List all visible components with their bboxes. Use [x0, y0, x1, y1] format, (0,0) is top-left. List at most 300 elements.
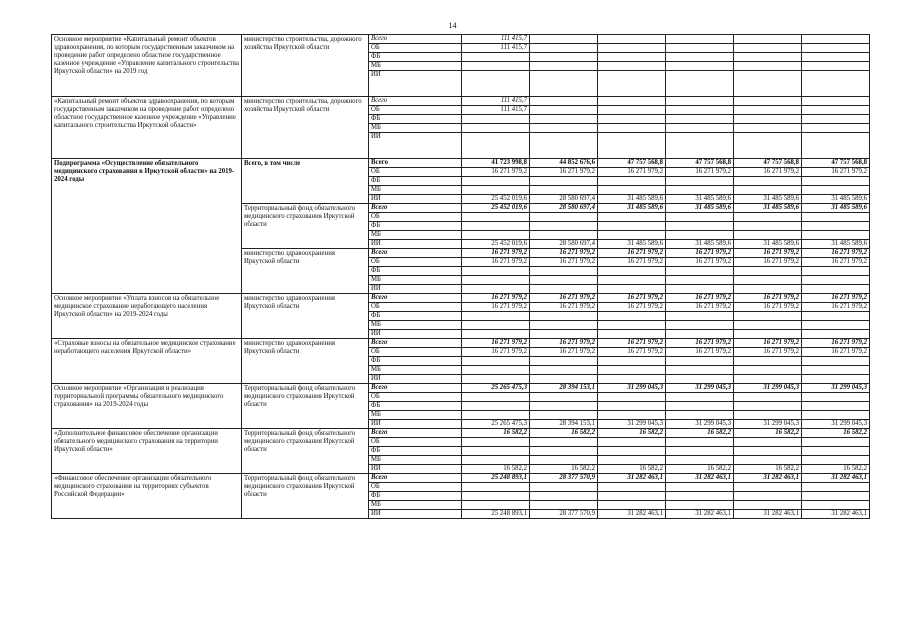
- amount-cell: [462, 456, 530, 465]
- amount-cell: [598, 501, 666, 510]
- amount-cell: 16 271 979,2: [462, 168, 530, 177]
- amount-cell: 28 394 153,1: [530, 420, 598, 429]
- amount-cell: [666, 115, 734, 124]
- amount-cell: 16 271 979,2: [530, 249, 598, 258]
- table-row: [52, 159, 870, 168]
- amount-cell: [734, 492, 802, 501]
- amount-cell: 25 265 475,3: [462, 384, 530, 393]
- amount-cell: 16 271 979,2: [802, 303, 870, 312]
- amount-cell: [598, 177, 666, 186]
- table-row: [52, 97, 870, 106]
- funding-source-cell: ИИ: [369, 330, 462, 339]
- amount-cell: [734, 483, 802, 492]
- amount-cell: [666, 456, 734, 465]
- amount-cell: [598, 106, 666, 115]
- amount-cell: [734, 402, 802, 411]
- amount-cell: [734, 133, 802, 159]
- funding-source-cell: ОБ: [369, 483, 462, 492]
- amount-cell: 16 271 979,2: [598, 258, 666, 267]
- amount-cell: [462, 71, 530, 97]
- amount-cell: [530, 231, 598, 240]
- amount-cell: [598, 456, 666, 465]
- amount-cell: 16 582,2: [530, 429, 598, 438]
- amount-cell: [666, 393, 734, 402]
- amount-cell: 31 485 589,6: [598, 240, 666, 249]
- amount-cell: [666, 438, 734, 447]
- amount-cell: [598, 62, 666, 71]
- amount-cell: 31 485 589,6: [666, 204, 734, 213]
- amount-cell: [598, 312, 666, 321]
- amount-cell: [734, 106, 802, 115]
- amount-cell: [462, 357, 530, 366]
- amount-cell: [666, 222, 734, 231]
- amount-cell: [802, 321, 870, 330]
- funding-source-cell: ИИ: [369, 133, 462, 159]
- funding-source-cell: ИИ: [369, 375, 462, 384]
- amount-cell: [734, 115, 802, 124]
- amount-cell: 31 299 045,3: [734, 420, 802, 429]
- amount-cell: 28 580 697,4: [530, 204, 598, 213]
- amount-cell: [530, 106, 598, 115]
- amount-cell: 31 485 589,6: [598, 204, 666, 213]
- amount-cell: [666, 411, 734, 420]
- amount-cell: [530, 438, 598, 447]
- funding-source-cell: Всего: [369, 97, 462, 106]
- amount-cell: [462, 186, 530, 195]
- amount-cell: [802, 393, 870, 402]
- amount-cell: 31 299 045,3: [802, 420, 870, 429]
- amount-cell: 25 452 019,6: [462, 204, 530, 213]
- amount-cell: [734, 222, 802, 231]
- amount-cell: [530, 186, 598, 195]
- amount-cell: 28 377 570,9: [530, 510, 598, 519]
- amount-cell: 31 282 463,1: [734, 510, 802, 519]
- amount-cell: [598, 35, 666, 44]
- amount-cell: 16 271 979,2: [666, 303, 734, 312]
- funding-source-cell: МБ: [369, 501, 462, 510]
- amount-cell: [802, 124, 870, 133]
- amount-cell: [530, 44, 598, 53]
- amount-cell: [666, 124, 734, 133]
- amount-cell: 28 377 570,9: [530, 474, 598, 483]
- amount-cell: 25 248 893,1: [462, 474, 530, 483]
- amount-cell: [666, 483, 734, 492]
- amount-cell: [530, 177, 598, 186]
- activity-name-cell: Основное мероприятие «Уплата взносов на обязательное медицинское страхование неработающего населения Иркутской области» на 2019-2024 годы: [52, 294, 242, 339]
- amount-cell: [462, 393, 530, 402]
- amount-cell: [530, 483, 598, 492]
- executor-cell: Территориальный фонд обязательного медицинского страхования Иркутской области: [242, 474, 369, 519]
- amount-cell: [734, 62, 802, 71]
- amount-cell: [666, 276, 734, 285]
- funding-source-cell: ФБ: [369, 492, 462, 501]
- executor-cell: Всего, в том числе: [242, 159, 369, 204]
- amount-cell: [666, 71, 734, 97]
- amount-cell: [530, 97, 598, 106]
- amount-cell: [598, 222, 666, 231]
- funding-source-cell: ОБ: [369, 168, 462, 177]
- amount-cell: [734, 267, 802, 276]
- amount-cell: [462, 411, 530, 420]
- amount-cell: [598, 330, 666, 339]
- funding-source-cell: ИИ: [369, 240, 462, 249]
- budget-table: [51, 34, 870, 519]
- amount-cell: [598, 321, 666, 330]
- executor-cell: министерство здравоохранения Иркутской области: [242, 294, 369, 339]
- amount-cell: 31 282 463,1: [598, 510, 666, 519]
- amount-cell: [802, 53, 870, 62]
- funding-source-cell: МБ: [369, 62, 462, 71]
- amount-cell: 16 271 979,2: [802, 258, 870, 267]
- amount-cell: [666, 231, 734, 240]
- amount-cell: [530, 71, 598, 97]
- amount-cell: [734, 276, 802, 285]
- amount-cell: 47 757 568,8: [598, 159, 666, 168]
- funding-source-cell: ИИ: [369, 71, 462, 97]
- funding-source-cell: ФБ: [369, 115, 462, 124]
- amount-cell: [598, 71, 666, 97]
- funding-source-cell: ОБ: [369, 438, 462, 447]
- amount-cell: 111 415,7: [462, 106, 530, 115]
- amount-cell: [530, 115, 598, 124]
- amount-cell: 16 582,2: [802, 429, 870, 438]
- funding-source-cell: ОБ: [369, 393, 462, 402]
- amount-cell: [462, 501, 530, 510]
- amount-cell: [802, 231, 870, 240]
- activity-name-cell: «Страховые взносы на обязательное медицинское страхование неработающего населения Иркутской области»: [52, 339, 242, 384]
- amount-cell: [734, 213, 802, 222]
- amount-cell: [666, 312, 734, 321]
- amount-cell: [734, 71, 802, 97]
- amount-cell: [598, 186, 666, 195]
- executor-cell: министерство здравоохранения Иркутской области: [242, 249, 369, 294]
- amount-cell: [530, 35, 598, 44]
- amount-cell: [462, 276, 530, 285]
- amount-cell: [530, 276, 598, 285]
- activity-name-cell: Основное мероприятие «Капитальный ремонт объектов здравоохранения, по которым государственным заказчиком на проведение работ определено областное государственное казенное учреждение «Управление капитального строительства Иркутской области» на 2019 год: [52, 35, 242, 97]
- amount-cell: [734, 53, 802, 62]
- amount-cell: [802, 177, 870, 186]
- amount-cell: [734, 438, 802, 447]
- amount-cell: 16 271 979,2: [598, 339, 666, 348]
- amount-cell: [462, 124, 530, 133]
- amount-cell: [802, 97, 870, 106]
- amount-cell: [802, 115, 870, 124]
- amount-cell: 16 271 979,2: [598, 348, 666, 357]
- amount-cell: 31 485 589,6: [734, 195, 802, 204]
- amount-cell: [530, 357, 598, 366]
- amount-cell: 31 282 463,1: [734, 474, 802, 483]
- amount-cell: [598, 411, 666, 420]
- executor-cell: министерство строительства, дорожного хозяйства Иркутской области: [242, 97, 369, 159]
- activity-name-cell: «Капитальный ремонт объектов здравоохранения, по которым государственным заказчиком на проведение работ определено областное государственное казенное учреждение «Управление капитального строительства Иркутской области»: [52, 97, 242, 159]
- amount-cell: 25 452 019,6: [462, 240, 530, 249]
- amount-cell: [666, 97, 734, 106]
- amount-cell: 16 271 979,2: [530, 339, 598, 348]
- funding-source-cell: ФБ: [369, 357, 462, 366]
- amount-cell: [666, 366, 734, 375]
- amount-cell: 16 271 979,2: [802, 339, 870, 348]
- amount-cell: 16 582,2: [734, 465, 802, 474]
- amount-cell: [598, 447, 666, 456]
- amount-cell: [802, 71, 870, 97]
- funding-source-cell: МБ: [369, 231, 462, 240]
- funding-source-cell: ФБ: [369, 177, 462, 186]
- amount-cell: [530, 267, 598, 276]
- amount-cell: [802, 312, 870, 321]
- amount-cell: [802, 366, 870, 375]
- amount-cell: 16 271 979,2: [530, 258, 598, 267]
- amount-cell: 16 271 979,2: [666, 348, 734, 357]
- amount-cell: 31 299 045,3: [598, 384, 666, 393]
- funding-source-cell: Всего: [369, 429, 462, 438]
- amount-cell: 31 485 589,6: [802, 195, 870, 204]
- funding-source-cell: Всего: [369, 384, 462, 393]
- amount-cell: 16 271 979,2: [734, 303, 802, 312]
- funding-source-cell: ОБ: [369, 44, 462, 53]
- amount-cell: 31 485 589,6: [734, 204, 802, 213]
- amount-cell: [802, 106, 870, 115]
- amount-cell: [734, 366, 802, 375]
- amount-cell: [598, 115, 666, 124]
- amount-cell: [462, 366, 530, 375]
- amount-cell: 31 282 463,1: [802, 510, 870, 519]
- amount-cell: [530, 366, 598, 375]
- amount-cell: [598, 124, 666, 133]
- amount-cell: [802, 501, 870, 510]
- amount-cell: [802, 285, 870, 294]
- funding-source-cell: МБ: [369, 276, 462, 285]
- amount-cell: [802, 186, 870, 195]
- amount-cell: [598, 483, 666, 492]
- activity-name-cell: «Дополнительное финансовое обеспечение организации обязательного медицинского страхования на территории Иркутской области»: [52, 429, 242, 474]
- amount-cell: 31 299 045,3: [734, 384, 802, 393]
- amount-cell: [666, 53, 734, 62]
- amount-cell: [734, 357, 802, 366]
- amount-cell: 25 452 019,6: [462, 195, 530, 204]
- amount-cell: [598, 357, 666, 366]
- amount-cell: [462, 402, 530, 411]
- amount-cell: [666, 106, 734, 115]
- amount-cell: [802, 35, 870, 44]
- amount-cell: [462, 312, 530, 321]
- funding-source-cell: ОБ: [369, 348, 462, 357]
- amount-cell: 31 299 045,3: [666, 384, 734, 393]
- amount-cell: [462, 213, 530, 222]
- amount-cell: 31 485 589,6: [802, 240, 870, 249]
- amount-cell: 25 248 893,1: [462, 510, 530, 519]
- amount-cell: [802, 492, 870, 501]
- amount-cell: [802, 330, 870, 339]
- amount-cell: 16 271 979,2: [666, 339, 734, 348]
- amount-cell: [802, 44, 870, 53]
- amount-cell: 25 265 475,3: [462, 420, 530, 429]
- amount-cell: [462, 133, 530, 159]
- amount-cell: 16 271 979,2: [666, 168, 734, 177]
- amount-cell: 31 485 589,6: [666, 240, 734, 249]
- amount-cell: [598, 438, 666, 447]
- amount-cell: [530, 62, 598, 71]
- amount-cell: 31 485 589,6: [666, 195, 734, 204]
- funding-source-cell: ОБ: [369, 258, 462, 267]
- funding-source-cell: МБ: [369, 186, 462, 195]
- amount-cell: 16 582,2: [598, 429, 666, 438]
- amount-cell: 47 757 568,8: [802, 159, 870, 168]
- amount-cell: 111 415,7: [462, 35, 530, 44]
- amount-cell: 16 582,2: [666, 429, 734, 438]
- funding-source-cell: МБ: [369, 411, 462, 420]
- funding-source-cell: ОБ: [369, 213, 462, 222]
- amount-cell: 31 485 589,6: [802, 204, 870, 213]
- amount-cell: [666, 501, 734, 510]
- amount-cell: 31 485 589,6: [734, 240, 802, 249]
- amount-cell: [530, 402, 598, 411]
- amount-cell: 47 757 568,8: [734, 159, 802, 168]
- funding-source-cell: ФБ: [369, 402, 462, 411]
- amount-cell: [666, 330, 734, 339]
- amount-cell: [666, 213, 734, 222]
- amount-cell: 47 757 568,8: [666, 159, 734, 168]
- amount-cell: [530, 492, 598, 501]
- funding-source-cell: ИИ: [369, 465, 462, 474]
- amount-cell: [598, 231, 666, 240]
- amount-cell: [530, 330, 598, 339]
- funding-source-cell: Всего: [369, 35, 462, 44]
- amount-cell: 16 582,2: [530, 465, 598, 474]
- amount-cell: 16 271 979,2: [530, 294, 598, 303]
- amount-cell: [666, 186, 734, 195]
- amount-cell: [734, 393, 802, 402]
- amount-cell: [666, 177, 734, 186]
- amount-cell: [734, 411, 802, 420]
- amount-cell: 16 582,2: [802, 465, 870, 474]
- amount-cell: [530, 411, 598, 420]
- funding-source-cell: ИИ: [369, 510, 462, 519]
- funding-source-cell: Всего: [369, 339, 462, 348]
- amount-cell: 16 582,2: [598, 465, 666, 474]
- amount-cell: [734, 447, 802, 456]
- amount-cell: 16 271 979,2: [734, 258, 802, 267]
- amount-cell: [462, 483, 530, 492]
- amount-cell: 16 271 979,2: [598, 303, 666, 312]
- funding-source-cell: ФБ: [369, 312, 462, 321]
- funding-source-cell: Всего: [369, 474, 462, 483]
- amount-cell: 41 723 998,8: [462, 159, 530, 168]
- amount-cell: 31 282 463,1: [598, 474, 666, 483]
- amount-cell: [530, 53, 598, 62]
- amount-cell: 16 271 979,2: [734, 348, 802, 357]
- amount-cell: 16 271 979,2: [530, 303, 598, 312]
- amount-cell: 16 271 979,2: [462, 339, 530, 348]
- amount-cell: 16 582,2: [666, 465, 734, 474]
- amount-cell: [734, 97, 802, 106]
- amount-cell: 16 582,2: [462, 429, 530, 438]
- amount-cell: 16 271 979,2: [734, 168, 802, 177]
- amount-cell: [802, 213, 870, 222]
- executor-cell: Территориальный фонд обязательного медицинского страхования Иркутской области: [242, 429, 369, 474]
- amount-cell: [598, 366, 666, 375]
- table-row: [52, 474, 870, 483]
- amount-cell: [462, 447, 530, 456]
- amount-cell: 111 415,7: [462, 97, 530, 106]
- amount-cell: 31 299 045,3: [802, 384, 870, 393]
- amount-cell: 31 282 463,1: [666, 510, 734, 519]
- amount-cell: [802, 402, 870, 411]
- funding-source-cell: ФБ: [369, 53, 462, 62]
- amount-cell: [802, 411, 870, 420]
- table-row: [52, 35, 870, 44]
- amount-cell: [666, 402, 734, 411]
- amount-cell: [530, 501, 598, 510]
- amount-cell: [734, 321, 802, 330]
- executor-cell: Территориальный фонд обязательного медицинского страхования Иркутской области: [242, 204, 369, 249]
- amount-cell: [666, 133, 734, 159]
- amount-cell: [598, 97, 666, 106]
- amount-cell: [462, 321, 530, 330]
- funding-source-cell: ФБ: [369, 267, 462, 276]
- amount-cell: [598, 285, 666, 294]
- amount-cell: [598, 44, 666, 53]
- amount-cell: [598, 133, 666, 159]
- amount-cell: 16 271 979,2: [802, 168, 870, 177]
- funding-source-cell: ФБ: [369, 447, 462, 456]
- amount-cell: [802, 357, 870, 366]
- amount-cell: 16 271 979,2: [462, 348, 530, 357]
- amount-cell: [462, 267, 530, 276]
- amount-cell: [734, 177, 802, 186]
- amount-cell: 111 415,7: [462, 44, 530, 53]
- funding-source-cell: МБ: [369, 366, 462, 375]
- amount-cell: [666, 492, 734, 501]
- amount-cell: [666, 375, 734, 384]
- amount-cell: [462, 438, 530, 447]
- amount-cell: 28 580 697,4: [530, 195, 598, 204]
- amount-cell: [666, 44, 734, 53]
- amount-cell: 16 271 979,2: [734, 249, 802, 258]
- table-row: [52, 339, 870, 348]
- amount-cell: [734, 44, 802, 53]
- amount-cell: 16 271 979,2: [530, 348, 598, 357]
- amount-cell: [802, 276, 870, 285]
- amount-cell: [666, 285, 734, 294]
- amount-cell: 31 282 463,1: [666, 474, 734, 483]
- amount-cell: [598, 213, 666, 222]
- amount-cell: 16 271 979,2: [734, 294, 802, 303]
- table-body: [52, 35, 870, 519]
- activity-name-cell: Подпрограмма «Осуществление обязательного медицинского страхования в Иркутской области» на 2019-2024 годы: [52, 159, 242, 294]
- amount-cell: 16 271 979,2: [598, 168, 666, 177]
- funding-source-cell: Всего: [369, 249, 462, 258]
- amount-cell: [530, 375, 598, 384]
- amount-cell: 16 271 979,2: [802, 249, 870, 258]
- amount-cell: [530, 222, 598, 231]
- amount-cell: [802, 483, 870, 492]
- amount-cell: 16 271 979,2: [666, 249, 734, 258]
- funding-source-cell: ОБ: [369, 106, 462, 115]
- amount-cell: [598, 53, 666, 62]
- amount-cell: 16 582,2: [462, 465, 530, 474]
- amount-cell: [666, 447, 734, 456]
- amount-cell: [598, 402, 666, 411]
- amount-cell: [462, 231, 530, 240]
- amount-cell: [530, 393, 598, 402]
- amount-cell: [530, 124, 598, 133]
- amount-cell: [462, 285, 530, 294]
- amount-cell: 31 485 589,6: [598, 195, 666, 204]
- amount-cell: [666, 321, 734, 330]
- funding-source-cell: Всего: [369, 204, 462, 213]
- amount-cell: [666, 267, 734, 276]
